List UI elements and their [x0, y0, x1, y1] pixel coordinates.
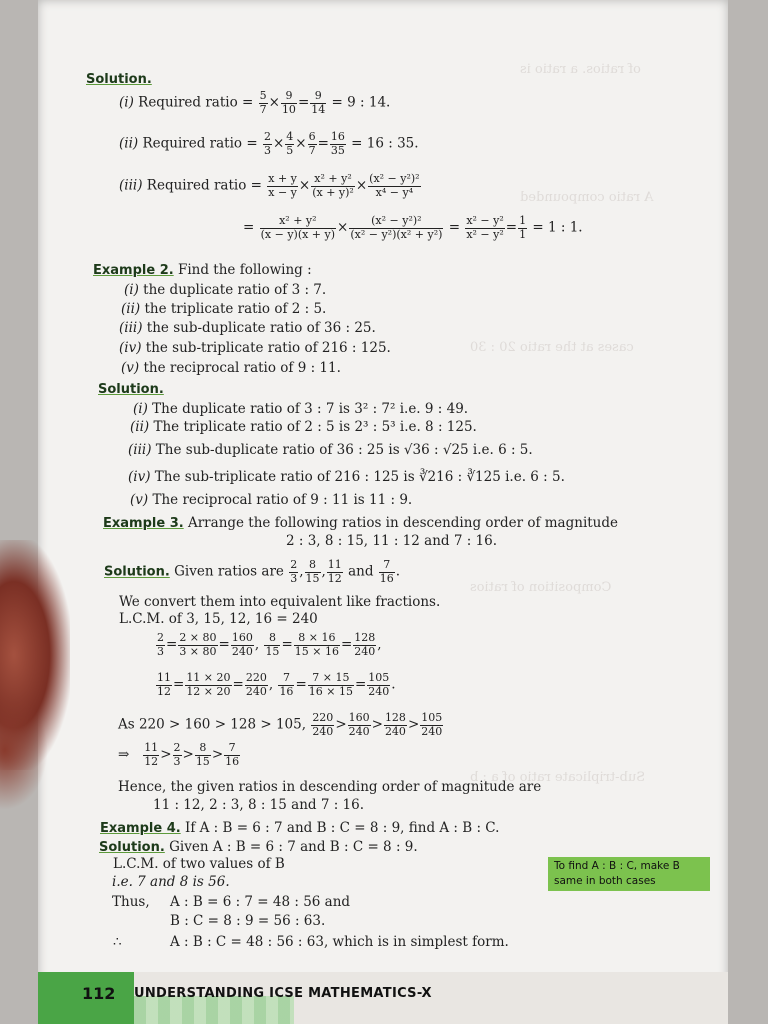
solution-line-i: (i) Required ratio = $\frac{5}{7}$ × $\frac{9}{10}$ = $\frac{9}{14}$ = 9 : 14. — [119, 89, 391, 116]
example-3-lcm: L.C.M. of 3, 15, 12, 16 = 240 — [119, 611, 318, 627]
solution-label: Solution. — [98, 382, 164, 397]
bleed-through: Composition of ratios — [470, 580, 612, 595]
book-title: UNDERSTANDING ICSE MATHEMATICS-X — [134, 986, 432, 1001]
example-2-answer: (v) The reciprocal ratio of 9 : 11 is 11 : 9. — [130, 492, 413, 508]
bleed-through: cases at the ratio 20 : 30 — [470, 340, 634, 355]
example-2-answer: (ii) The triplicate ratio of 2 : 5 is 2³ : 5³ i.e. 8 : 125. — [130, 419, 477, 435]
page-number: 112 — [82, 984, 116, 1003]
example-2-item: (iii) the sub-duplicate ratio of 36 : 25. — [119, 320, 376, 336]
example-3-convert: We convert them into equivalent like fractions. — [119, 594, 441, 610]
example-4: Example 4. If A : B = 6 : 7 and B : C = 8 : 9, find A : B : C. — [100, 820, 500, 836]
example-2-item: (v) the reciprocal ratio of 9 : 11. — [121, 360, 341, 376]
example-4-line3: A : B : C = 48 : 56 : 63, which is in simplest form. — [170, 934, 509, 950]
example-4-line1: A : B = 6 : 7 = 48 : 56 and — [170, 894, 351, 910]
example-4-lcm: L.C.M. of two values of B — [113, 856, 285, 872]
example-2-item: (i) the duplicate ratio of 3 : 7. — [124, 282, 327, 298]
example-4-given: Solution. Given A : B = 6 : 7 and B : C = 8 : 9. — [99, 839, 418, 855]
solution-line-ii: (ii) Required ratio = $\frac{2}{3}$ × $\frac{4}{5}$ × $\frac{6}{7}$ = $\frac{16}{35}$ = 16 : 35. — [119, 130, 419, 157]
example-2-answer: (i) The duplicate ratio of 3 : 7 is 3² : 7² i.e. 9 : 49. — [133, 401, 469, 417]
fraction-conversion-1: $\frac{2}{3}$ = $\frac{2 \times 80}{3 \times 80}$ = $\frac{160}{240}$ , $\frac{8}{15}$ = $\frac{8 \times 16}{15 \times 16}$ = $\frac{128}{240}$ , — [157, 631, 382, 658]
example-2-item: (ii) the triplicate ratio of 2 : 5. — [121, 301, 327, 317]
example-4-line2: B : C = 8 : 9 = 56 : 63. — [170, 913, 326, 929]
bleed-through: Sub-triplicate ratio of a : b — [470, 770, 646, 785]
example-2-item: (iv) the sub-triplicate ratio of 216 : 125. — [119, 340, 391, 356]
example-4-thus: Thus, — [112, 894, 150, 910]
bleed-through: of ratios. a ratio is — [520, 62, 641, 77]
example-3-comparison: As 220 > 160 > 128 > 105, $\frac{220}{240}$ > $\frac{160}{240}$ > $\frac{128}{240}$ > $\frac{105}{240}$ — [118, 711, 443, 738]
example-4-ie: i.e. 7 and 8 is 56. — [112, 874, 230, 890]
solution-line-iii-cont: = $\frac{\text{x² + y²}}{(x - y)(x + y)}$ × $\frac{\text{(x² − y²)²}}{\text{(x² − y²)(x² + y²)}}$ = $\frac{\text{x² − y²}}{\text{x² − y²}}$ = $\frac{1}{1}$ = 1 : 1. — [243, 214, 583, 241]
fraction-conversion-2: $\frac{11}{12}$ = $\frac{11 \times 20}{12 \times 20}$ = $\frac{220}{240}$ , $\frac{7}{16}$ = $\frac{7 \times 15}{16 \times 15}$ = $\frac{105}{240}$ . — [157, 671, 396, 698]
example-2-answer: (iii) The sub-duplicate ratio of 36 : 25 is √36 : √25 i.e. 6 : 5. — [128, 442, 533, 458]
solution-line-iii: (iii) Required ratio = $\frac{x + y}{x - y}$ × $\frac{\text{x² + y²}}{\text{(x + y)²}}$ × $\frac{\text{(x² − y²)²}}{\text{x⁴ − y⁴}}$ — [119, 172, 420, 199]
example-3-order: ⇒ $\frac{11}{12}$ > $\frac{2}{3}$ > $\frac{8}{15}$ > $\frac{7}{16}$ — [118, 741, 240, 768]
example-3: Example 3. Arrange the following ratios in descending order of magnitude — [103, 515, 619, 531]
tip-box: To find A : B : C, make B same in both cases — [548, 857, 710, 891]
example-3-given: Solution. Given ratios are $\frac{2}{3}$ , $\frac{8}{15}$ , $\frac{11}{12}$ and $\frac{7}{16}$ . — [104, 558, 401, 585]
example-2-answer: (iv) The sub-triplicate ratio of 216 : 125 is ∛216 : ∛125 i.e. 6 : 5. — [128, 469, 565, 485]
bleed-through: A ratio compounded — [520, 190, 654, 205]
therefore-symbol: ∴ — [113, 934, 122, 950]
example-3-hence: Hence, the given ratios in descending order of magnitude are — [118, 779, 542, 795]
solution-label: Solution. — [86, 72, 152, 87]
example-3-ratios: 2 : 3, 8 : 15, 11 : 12 and 7 : 16. — [286, 533, 498, 549]
example-2: Example 2. Find the following : — [93, 262, 312, 278]
example-3-answer: 11 : 12, 2 : 3, 8 : 15 and 7 : 16. — [153, 797, 365, 813]
